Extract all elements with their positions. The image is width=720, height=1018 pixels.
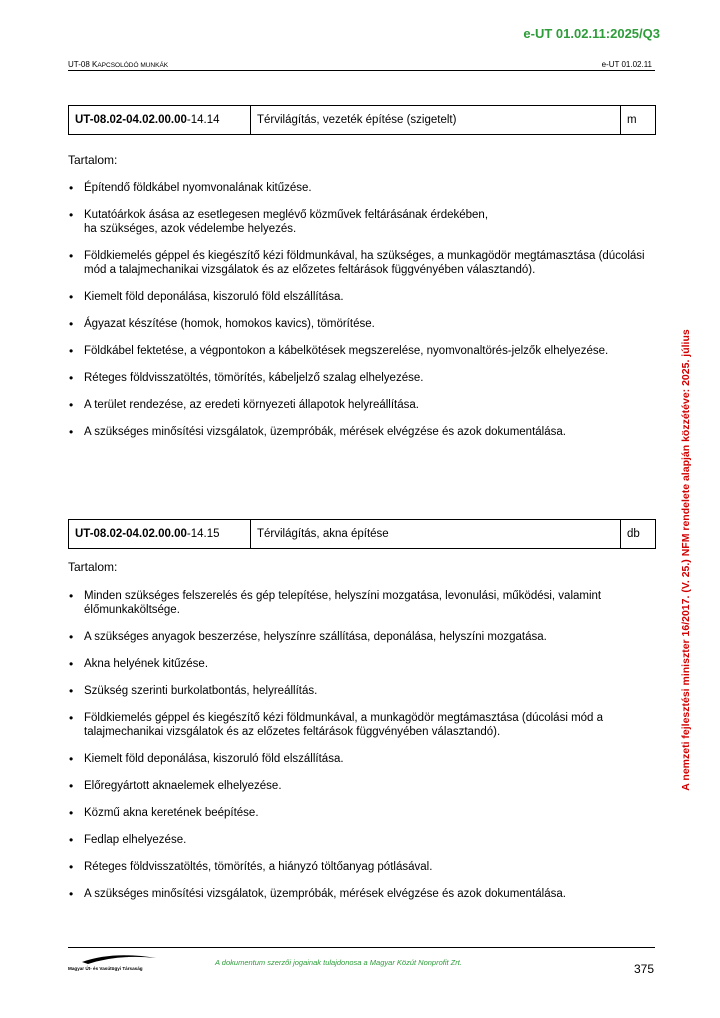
logo-swoosh bbox=[82, 955, 156, 964]
header-chapter bbox=[68, 60, 168, 69]
item-header-row bbox=[69, 520, 656, 549]
list-item-line: Kutatóárkok ásása az esetlegesen meglévő közművek feltárásának érdekében, bbox=[84, 209, 489, 221]
list-item: • Kiemelt föld deponálása, kiszoruló föld elszállítása. bbox=[68, 752, 658, 766]
side-note-text: A nemzeti fejlesztési miniszter 16/2017. (V. 25.) NFM rendelete alapján közzétéve: 2025. július bbox=[680, 329, 692, 791]
item-header-table bbox=[68, 105, 656, 135]
item-code-bold: UT-08.02-04.02.00.00 bbox=[75, 528, 187, 540]
list-item: • Építendő földkábel nyomvonalának kitűzése. bbox=[68, 181, 658, 195]
header-divider bbox=[68, 70, 655, 71]
company-logo bbox=[68, 953, 168, 973]
item-code bbox=[69, 520, 251, 549]
list-item: • Előregyártott aknaelemek elhelyezése. bbox=[68, 779, 658, 793]
logo-text: Magyar Út- és Vasútügyi Társaság bbox=[68, 966, 143, 971]
list-item: • A szükséges minősítési vizsgálatok, üzempróbák, mérések elvégzése és azok dokumentálása. bbox=[68, 887, 658, 901]
list-item: • Réteges földvisszatöltés, tömörítés, a hiányzó töltőanyag pótlásával. bbox=[68, 860, 658, 874]
list-item: • Fedlap elhelyezése. bbox=[68, 833, 658, 847]
document-code: e-UT 01.02.11:2025/Q3 bbox=[523, 26, 660, 41]
item-title: Térvilágítás, akna építése bbox=[251, 520, 621, 549]
item-code-suffix: -14.15 bbox=[186, 528, 220, 540]
item-title: Térvilágítás, vezeték építése (szigetelt) bbox=[251, 106, 621, 135]
content-label: Tartalom: bbox=[68, 560, 118, 574]
list-item: • Szükség szerinti burkolatbontás, helyreállítás. bbox=[68, 684, 658, 698]
list-item: • Földkiemelés géppel és kiegészítő kézi földmunkával, ha szükséges, a munkagödör megtámasztása (dúcolási mód a talajmechanikai vizsgálatok és az előzetes feltárások függvényében választandó). bbox=[68, 249, 658, 277]
list-item: • Kiemelt föld deponálása, kiszoruló föld elszállítása. bbox=[68, 290, 658, 304]
list-item: • Réteges földvisszatöltés, tömörítés, kábeljelző szalag elhelyezése. bbox=[68, 371, 658, 385]
list-item: • A szükséges minősítési vizsgálatok, üzempróbák, mérések elvégzése és azok dokumentálása. bbox=[68, 425, 658, 439]
item-header-row bbox=[69, 106, 656, 135]
item-header-table bbox=[68, 519, 656, 549]
item-unit: db bbox=[621, 520, 656, 549]
list-item: • A terület rendezése, az eredeti környezeti állapotok helyreállítása. bbox=[68, 398, 658, 412]
page-number: 375 bbox=[633, 962, 654, 976]
footer-copyright: A dokumentum szerzői jogainak tulajdonosa a Magyar Közút Nonprofit Zrt. bbox=[215, 958, 462, 967]
list-item: • Földkiemelés géppel és kiegészítő kézi földmunkával, a munkagödör megtámasztása (dúcolási mód a talajmechanikai vizsgálatok és az előzetes feltárások függvényében választandó). bbox=[68, 711, 658, 739]
content-label: Tartalom: bbox=[68, 153, 118, 167]
list-item: • A szükséges anyagok beszerzése, helyszínre szállítása, deponálása, helyszíni mozgatása. bbox=[68, 630, 658, 644]
content-list bbox=[68, 589, 658, 914]
footer-divider bbox=[68, 947, 655, 948]
header-chapter-smallcaps: APCSOLÓDÓ MUNKÁK bbox=[97, 62, 169, 69]
list-item bbox=[68, 208, 658, 236]
list-item: • Akna helyének kitűzése. bbox=[68, 657, 658, 671]
list-item: • Minden szükséges felszerelés és gép telepítése, helyszíni mozgatása, levonulási, működési, valamint élőmunkaköltsége. bbox=[68, 589, 658, 617]
item-code-suffix: -14.14 bbox=[186, 114, 220, 126]
list-item-line: ha szükséges, azok védelembe helyezés. bbox=[84, 223, 297, 235]
content-list bbox=[68, 181, 658, 452]
list-item: • Földkábel fektetése, a végpontokon a kábelkötések megszerelése, nyomvonaltörés-jelzők elhelyezése. bbox=[68, 344, 658, 358]
item-unit: m bbox=[621, 106, 656, 135]
item-code bbox=[69, 106, 251, 135]
list-item: • Közmű akna keretének beépítése. bbox=[68, 806, 658, 820]
header-doc-ref: e-UT 01.02.11 bbox=[601, 60, 652, 69]
item-code-bold: UT-08.02-04.02.00.00 bbox=[75, 114, 187, 126]
list-item: • Ágyazat készítése (homok, homokos kavics), tömörítése. bbox=[68, 317, 658, 331]
header-chapter-prefix: UT-08 K bbox=[68, 60, 98, 69]
